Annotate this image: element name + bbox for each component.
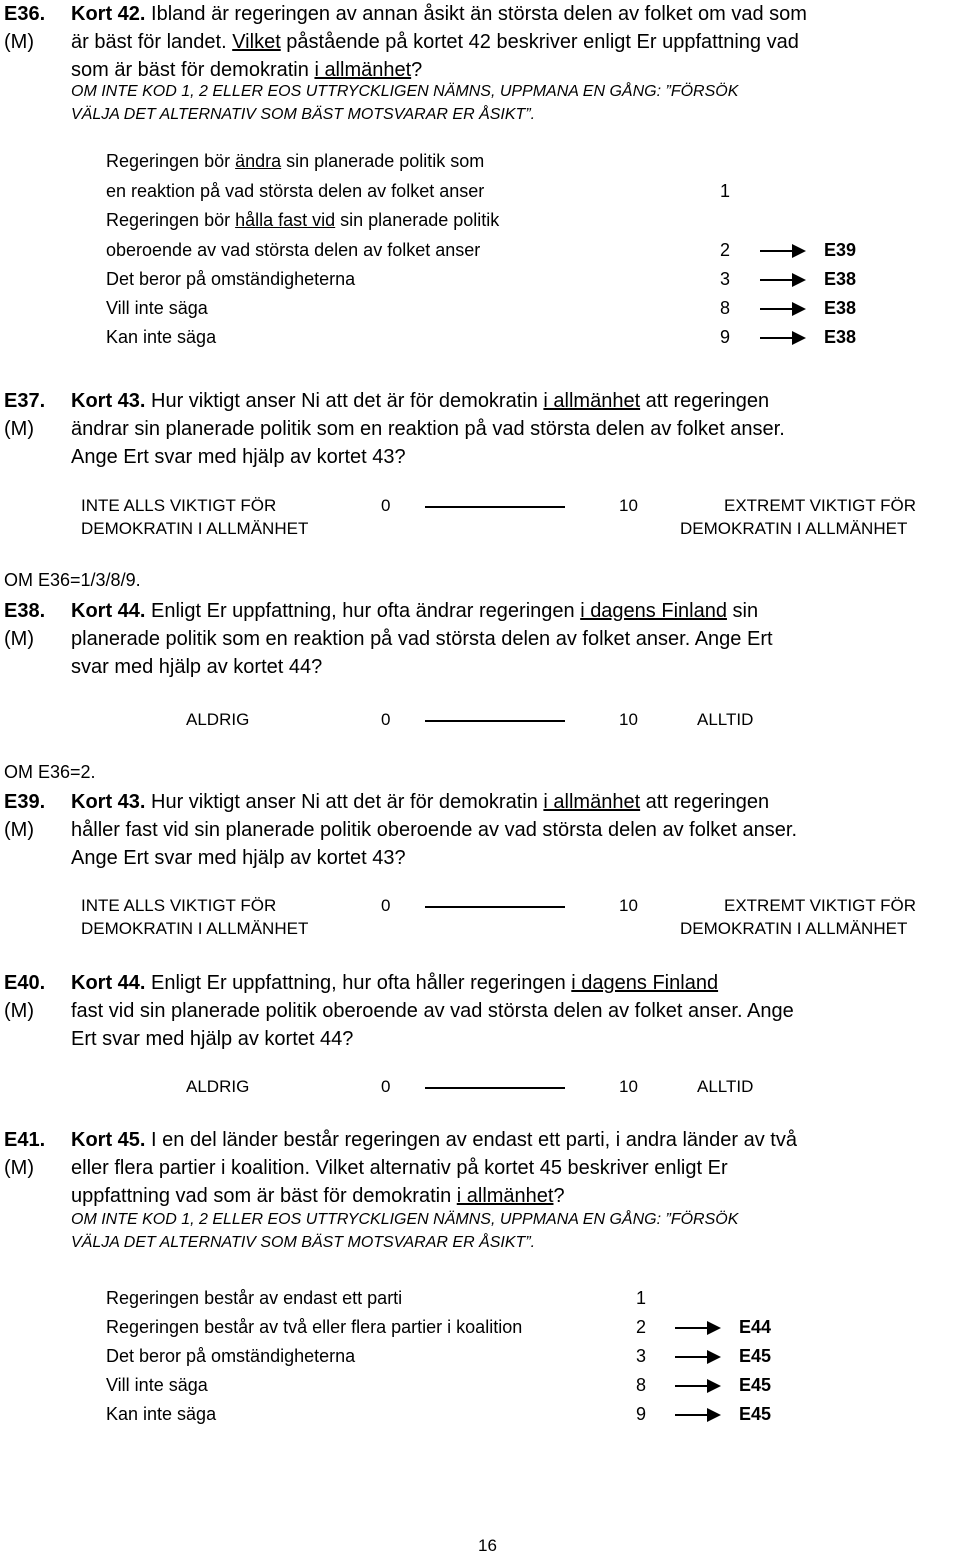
scale-right-label: DEMOKRATIN I ALLMÄNHET xyxy=(680,519,908,538)
skip-target: E45 xyxy=(739,1404,772,1424)
question-text: som är bäst för demokratin xyxy=(71,59,315,81)
scale-right-label: ALLTID xyxy=(697,710,754,729)
question-mode: (M) xyxy=(4,418,34,440)
skip-target: E45 xyxy=(739,1375,772,1395)
scale-left-label: INTE ALLS VIKTIGT FÖR xyxy=(81,496,277,515)
question-id: E39. xyxy=(4,791,46,813)
scale-min: 0 xyxy=(381,710,391,729)
question-text-line: fast vid sin planerade politik oberoende av vad största delen av folket anser. Ange xyxy=(71,1000,794,1022)
answer-code: 1 xyxy=(720,181,731,201)
question-text-line: Ert svar med hjälp av kortet 44? xyxy=(71,1028,354,1050)
skip-arrow-icon xyxy=(675,1379,721,1393)
question-id: E38. xyxy=(4,600,46,622)
skip-arrow-icon xyxy=(760,331,806,345)
interviewer-instruction: VÄLJA DET ALTERNATIV SOM BÄST MOTSVARAR ER ÅSIKT”. xyxy=(71,106,536,123)
page-number: 16 xyxy=(478,1536,497,1555)
skip-arrow-icon xyxy=(675,1350,721,1364)
answer-code: 3 xyxy=(636,1346,647,1366)
card-label: Kort 45. xyxy=(71,1129,146,1151)
interviewer-instruction: OM INTE KOD 1, 2 ELLER EOS UTTRYCKLIGEN NÄMNS, UPPMANA EN GÅNG: ”FÖRSÖK xyxy=(71,1211,739,1228)
routing-filter: OM E36=1/3/8/9. xyxy=(4,570,141,590)
scale-line xyxy=(425,1087,565,1089)
scale-right-label: EXTREMT VIKTIGT FÖR xyxy=(724,496,917,515)
question-text: ? xyxy=(411,59,423,81)
question-mode: (M) xyxy=(4,31,34,53)
answer-code: 2 xyxy=(636,1317,647,1337)
question-text-line: Kort 44. Enligt Er uppfattning, hur ofta ändrar regeringen i dagens Finland sin xyxy=(71,600,759,622)
question-text-line xyxy=(71,0,807,28)
card-label: Kort 43. xyxy=(71,791,146,813)
answer-option-label: Regeringen består av två eller flera partier i koalition xyxy=(106,1317,523,1337)
answer-code: 8 xyxy=(720,298,731,318)
scale-left-label: INTE ALLS VIKTIGT FÖR xyxy=(81,896,277,915)
question-mode: (M) xyxy=(4,819,34,841)
answer-option-label: Kan inte säga xyxy=(106,1404,217,1424)
scale-max: 10 xyxy=(619,496,638,515)
answer-code: 9 xyxy=(636,1404,647,1424)
question-id: E36. xyxy=(4,3,46,25)
skip-target: E45 xyxy=(739,1346,772,1366)
interviewer-instruction: VÄLJA DET ALTERNATIV SOM BÄST MOTSVARAR ER ÅSIKT”. xyxy=(71,1234,536,1251)
question-text-line: uppfattning vad som är bäst för demokratin i allmänhet? xyxy=(71,1185,565,1207)
card-label: Kort 44. xyxy=(71,972,146,994)
skip-arrow-icon xyxy=(675,1408,721,1422)
answer-option-label: Vill inte säga xyxy=(106,1375,208,1395)
scale-right-label: EXTREMT VIKTIGT FÖR xyxy=(724,896,917,915)
answer-option-label: Vill inte säga xyxy=(106,298,208,318)
question-mode: (M) xyxy=(4,1157,34,1179)
scale-max: 10 xyxy=(619,710,638,729)
scale-right-label: ALLTID xyxy=(697,1077,754,1096)
answer-option-label: Det beror på omständigheterna xyxy=(106,1346,356,1366)
card-label: Kort 42. xyxy=(71,3,146,25)
question-text-line: Ange Ert svar med hjälp av kortet 43? xyxy=(71,847,406,869)
skip-target: E38 xyxy=(824,269,857,289)
answer-option-label: Det beror på omständigheterna xyxy=(106,269,356,289)
question-text-line: Kort 45. I en del länder består regeringen av endast ett parti, i andra länder av två xyxy=(71,1129,797,1151)
question-mode: (M) xyxy=(4,628,34,650)
answer-option-label: Regeringen består av endast ett parti xyxy=(106,1288,403,1308)
scale-left-label: ALDRIG xyxy=(186,710,250,729)
scale-left-label: DEMOKRATIN I ALLMÄNHET xyxy=(81,919,309,938)
question-text: Ibland är regeringen av annan åsikt än största delen av folket om vad som xyxy=(145,3,807,25)
underlined-text: Vilket xyxy=(232,31,281,53)
question-id: E37. xyxy=(4,390,46,412)
skip-target: E44 xyxy=(739,1317,772,1337)
question-text-line: eller flera partier i koalition. Vilket alternativ på kortet 45 beskriver enligt Er xyxy=(71,1157,728,1179)
question-text-line: Ange Ert svar med hjälp av kortet 43? xyxy=(71,446,406,468)
scale-line xyxy=(425,720,565,722)
skip-target: E39 xyxy=(824,240,857,260)
underlined-text: i allmänhet xyxy=(314,59,412,81)
answer-code: 9 xyxy=(720,327,731,347)
skip-arrow-icon xyxy=(760,302,806,316)
question-text-line: Kort 43. Hur viktigt anser Ni att det är för demokratin i allmänhet att regeringen xyxy=(71,390,770,412)
answer-code: 2 xyxy=(720,240,731,260)
scale-left-label: ALDRIG xyxy=(186,1077,250,1096)
skip-arrow-icon xyxy=(760,273,806,287)
answer-option-label: Kan inte säga xyxy=(106,327,217,347)
answer-option-label: en reaktion på vad största delen av folket anser xyxy=(106,181,485,201)
scale-right-label: DEMOKRATIN I ALLMÄNHET xyxy=(680,919,908,938)
scale-max: 10 xyxy=(619,896,638,915)
card-label: Kort 43. xyxy=(71,390,146,412)
answer-option-label: Regeringen bör hålla fast vid sin planerade politik xyxy=(106,210,500,230)
skip-arrow-icon xyxy=(675,1321,721,1335)
scale-min: 0 xyxy=(381,896,391,915)
card-label: Kort 44. xyxy=(71,600,146,622)
answer-code: 3 xyxy=(720,269,731,289)
routing-filter: OM E36=2. xyxy=(4,762,96,782)
question-text-line: planerade politik som en reaktion på vad största delen av folket anser. Ange Ert xyxy=(71,628,773,650)
question-text: påstående på kortet 42 beskriver enligt Er uppfattning vad xyxy=(280,31,799,53)
question-text-line: ändrar sin planerade politik som en reaktion på vad största delen av folket anser. xyxy=(71,418,785,440)
question-text-line: svar med hjälp av kortet 44? xyxy=(71,656,323,678)
scale-max: 10 xyxy=(619,1077,638,1096)
scale-min: 0 xyxy=(381,496,391,515)
question-text-line xyxy=(71,28,799,56)
answer-code: 1 xyxy=(636,1288,647,1308)
scale-left-label: DEMOKRATIN I ALLMÄNHET xyxy=(81,519,309,538)
scale-min: 0 xyxy=(381,1077,391,1096)
answer-option-label: oberoende av vad största delen av folket anser xyxy=(106,240,481,260)
question-text-line: Kort 43. Hur viktigt anser Ni att det är för demokratin i allmänhet att regeringen xyxy=(71,791,770,813)
skip-arrow-icon xyxy=(760,244,806,258)
question-mode: (M) xyxy=(4,1000,34,1022)
question-id: E40. xyxy=(4,972,46,994)
skip-target: E38 xyxy=(824,327,857,347)
interviewer-instruction: OM INTE KOD 1, 2 ELLER EOS UTTRYCKLIGEN NÄMNS, UPPMANA EN GÅNG: ”FÖRSÖK xyxy=(71,83,739,100)
question-text-line: håller fast vid sin planerade politik oberoende av vad största delen av folket anser. xyxy=(71,819,797,841)
scale-line xyxy=(425,506,565,508)
question-text: är bäst för landet. xyxy=(71,31,233,53)
skip-target: E38 xyxy=(824,298,857,318)
question-text-line: Kort 44. Enligt Er uppfattning, hur ofta håller regeringen i dagens Finland xyxy=(71,972,719,994)
question-id: E41. xyxy=(4,1129,46,1151)
answer-option-label: Regeringen bör ändra sin planerade politik som xyxy=(106,151,485,171)
scale-line xyxy=(425,906,565,908)
answer-code: 8 xyxy=(636,1375,647,1395)
